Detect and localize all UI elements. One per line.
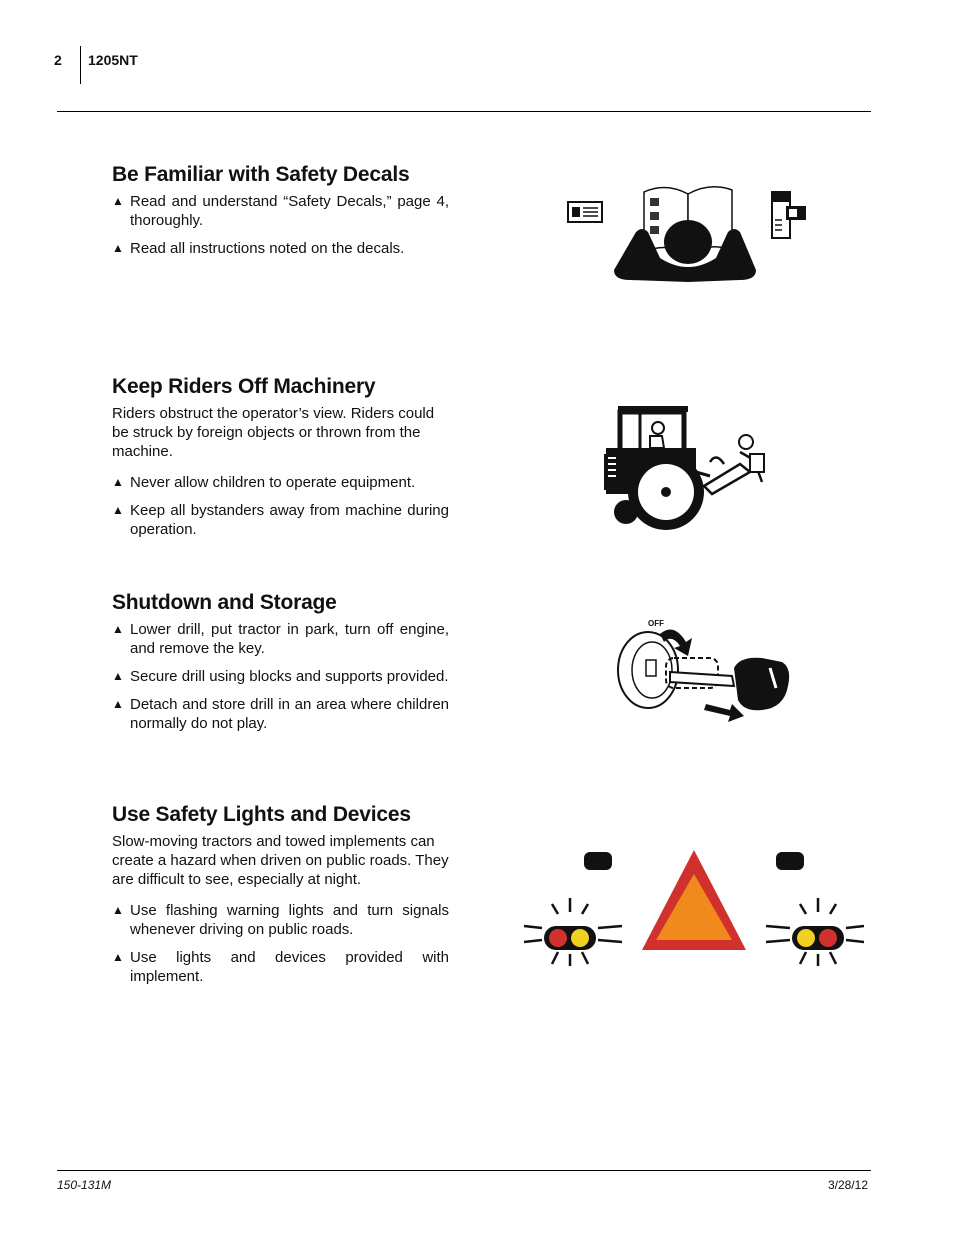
bullet-item: ▲ Read all instructions noted on the decals. <box>112 240 405 257</box>
decal-right-icon <box>772 192 806 238</box>
operator-icon <box>650 422 664 448</box>
bullet-item: ▲ Lower drill, put tractor in park, turn off engine, and remove the key. <box>112 621 449 657</box>
bullet-item: ▲ Never allow children to operate equipment. <box>112 474 416 491</box>
decal-left-icon <box>568 202 602 222</box>
reading-manual-illustration <box>560 180 816 290</box>
bullet-item: ▲ Use flashing warning lights and turn signals whenever driving on public roads. <box>112 902 449 938</box>
bullet-item: ▲ Use lights and devices provided with implement. <box>112 949 449 985</box>
bullet-triangle-icon: ▲ <box>112 669 124 683</box>
section-heading: Keep Riders Off Machinery <box>112 375 376 398</box>
smv-emblem-icon <box>642 850 746 950</box>
ignition-key-illustration <box>612 612 802 728</box>
bullet-triangle-icon: ▲ <box>112 475 124 489</box>
bullet-item: ▲ Secure drill using blocks and supports provided. <box>112 668 449 685</box>
bullet-triangle-icon: ▲ <box>112 622 124 636</box>
bullet-triangle-icon: ▲ <box>112 903 124 917</box>
off-label: OFF <box>648 619 664 628</box>
pull-arrow-icon <box>704 704 744 722</box>
rider-falling-icon <box>696 435 764 494</box>
header-divider <box>80 46 81 84</box>
section-intro: Riders obstruct the operator’s view. Riders could be struck by foreign objects or thrown from the machine. <box>112 405 435 460</box>
marker-light-left-icon <box>584 852 612 870</box>
section-safety-lights <box>112 802 449 995</box>
section-heading: Use Safety Lights and Devices <box>112 803 411 826</box>
bullet-triangle-icon: ▲ <box>112 194 124 208</box>
section-heading: Shutdown and Storage <box>112 591 337 614</box>
header-rule <box>57 111 871 112</box>
bullet-triangle-icon: ▲ <box>112 697 124 711</box>
section-intro: Slow-moving tractors and towed implements can create a hazard when driven on public roads. They are difficult to see, especially at night. <box>112 833 449 888</box>
ignition-switch-icon <box>618 632 678 708</box>
safety-lights-illustration <box>518 842 870 972</box>
bullet-triangle-icon: ▲ <box>112 950 124 964</box>
footer-date: 3/28/12 <box>827 1178 868 1192</box>
section-safety-decals <box>112 162 449 267</box>
flashing-light-left-icon <box>524 898 622 966</box>
bullet-item: ▲ Read and understand “Safety Decals,” page 4, thoroughly. <box>112 193 449 229</box>
page-number: 2 <box>54 52 62 68</box>
bullet-item: ▲ Detach and store drill in an area where children normally do not play. <box>112 696 449 732</box>
section-heading: Be Familiar with Safety Decals <box>112 163 410 186</box>
section-shutdown <box>112 590 449 742</box>
section-riders <box>112 374 449 548</box>
bullet-triangle-icon: ▲ <box>112 241 124 255</box>
marker-light-right-icon <box>776 852 804 870</box>
bullet-triangle-icon: ▲ <box>112 503 124 517</box>
header-model: 1205NT <box>88 52 138 68</box>
tractor-rider-illustration <box>600 402 780 532</box>
footer-doc-id: 150-131M <box>57 1178 112 1192</box>
bullet-item: ▲ Keep all bystanders away from machine during operation. <box>112 502 449 538</box>
key-icon <box>670 658 789 711</box>
flashing-light-right-icon <box>766 898 864 966</box>
footer-rule <box>57 1170 871 1171</box>
reader-silhouette-icon <box>614 220 756 282</box>
